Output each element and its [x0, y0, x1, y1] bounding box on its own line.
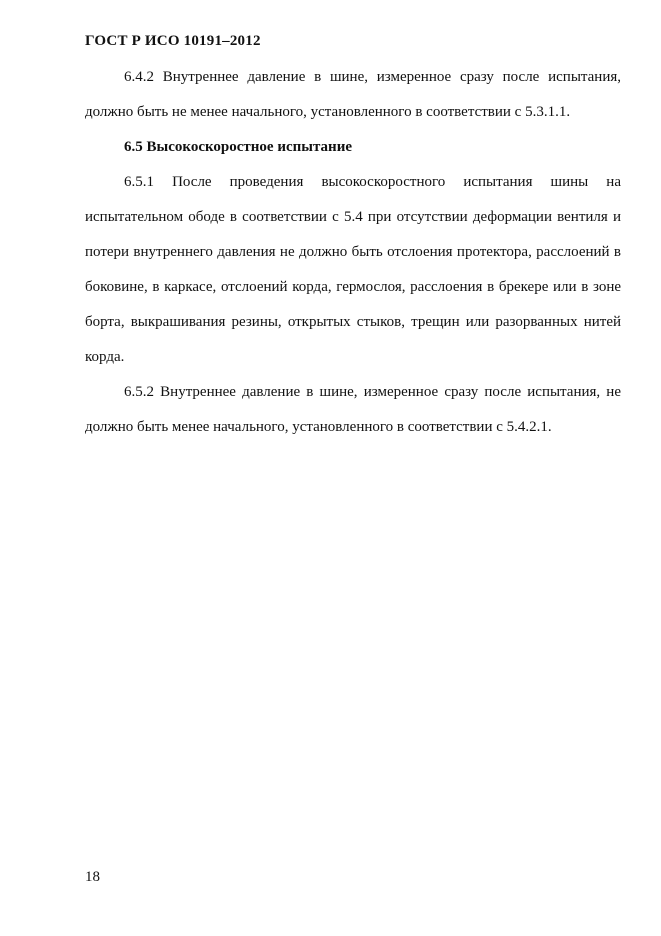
page-number: 18	[85, 869, 100, 885]
document-body	[85, 60, 621, 445]
paragraph-6-4-2: 6.4.2 Внутреннее давление в шине, измеренное сразу после испытания, должно быть не менее начального, установленного в соответствии с 5.3.1.1.	[85, 69, 621, 120]
paragraph-6-5-1: 6.5.1 После проведения высокоскоростного испытания шины на испытательном ободе в соответствии с 5.4 при отсутствии деформации вентиля и потери внутреннего давления не должно быть отслоения протектора, расслоений в боковине, в каркасе, отслоений корда, гермослоя, расслоения в брекере или в зоне борта, выкрашивания резины, открытых стыков, трещин или разорванных нитей корда.	[85, 174, 621, 365]
paragraph-6-5-2: 6.5.2 Внутреннее давление в шине, измеренное сразу после испытания, не должно быть менее начального, установленного в соответствии с 5.4.2.1.	[85, 384, 621, 435]
document-header: ГОСТ Р ИСО 10191–2012	[85, 33, 261, 49]
section-heading-6-5: 6.5 Высокоскоростное испытание	[124, 139, 352, 155]
